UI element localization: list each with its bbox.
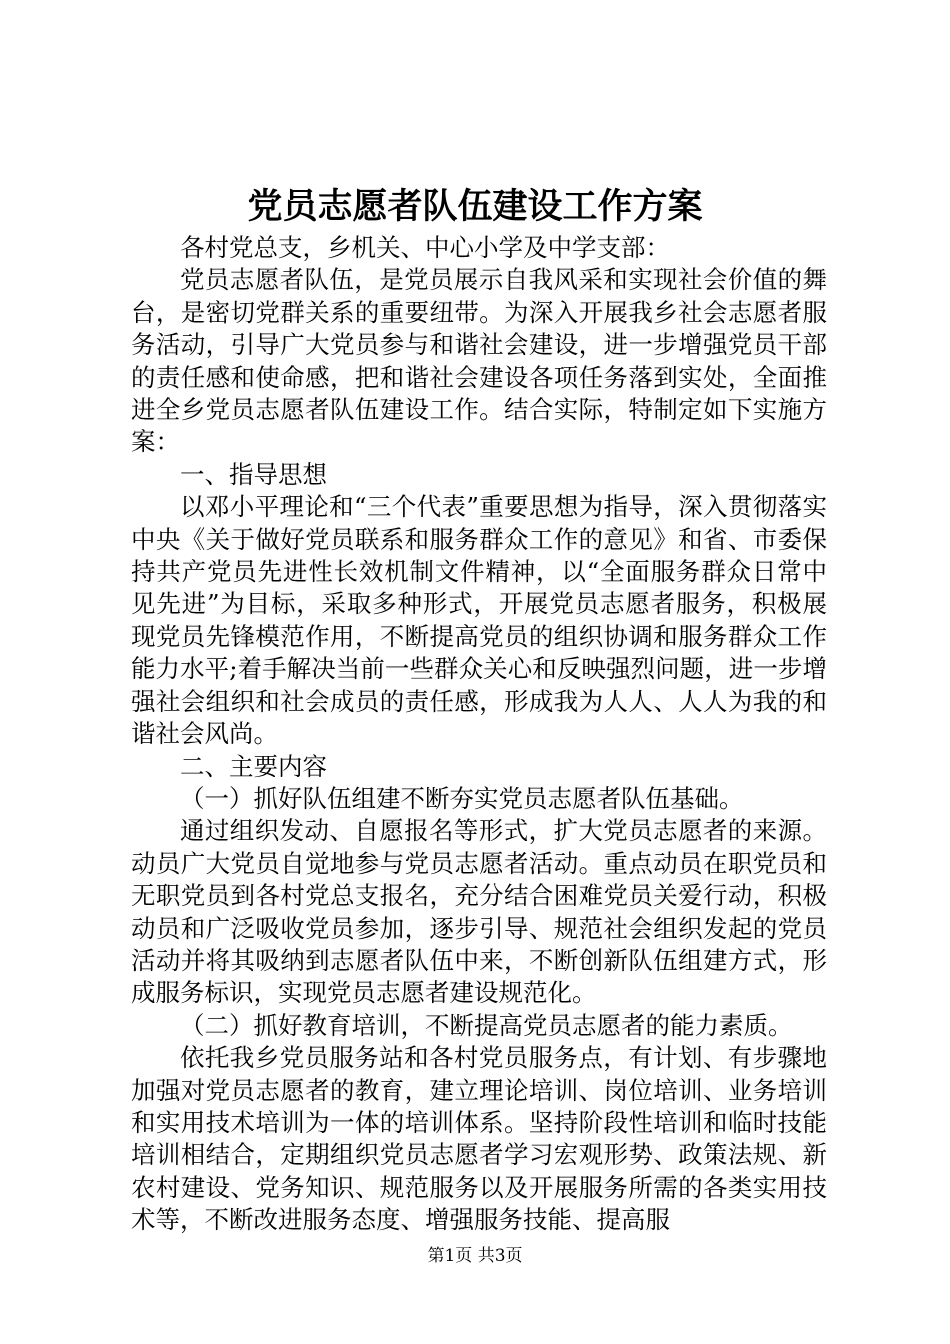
salutation-paragraph: 各村党总支，乡机关、中心小学及中学支部： (180, 233, 670, 262)
intro-paragraph: 党员志愿者队伍，是党员展示自我风采和实现社会价值的舞台，是密切党群关系的重要纽带。为深入开展我乡社会志愿者服务活动，引导广大党员参与和谐社会建设，进一步增强党员干部的责任感和使命感，把和谐社会建设各项任务落到实处，全面推进全乡党员志愿者队伍建设工作。结合实际，特制定如下实施方案： (131, 265, 827, 457)
document-body (131, 232, 827, 1237)
page-number-footer: 第1页 共3页 (427, 1246, 523, 1266)
subsection-heading-training: （二）抓好教育培训，不断提高党员志愿者的能力素质。 (180, 1010, 793, 1040)
subsection-heading-team-building: （一）抓好队伍组建不断夯实党员志愿者队伍基础。 (180, 783, 744, 813)
guiding-ideology-paragraph: 以邓小平理论和“三个代表”重要思想为指导，深入贯彻落实中央《关于做好党员联系和服务群众工作的意见》和省、市委保持共产党员先进性长效机制文件精神，以“全面服务群众日常中见先进”为目标，采取多种形式，开展党员志愿者服务，积极展现党员先锋模范作用，不断提高党员的组织协调和服务群众工作能力水平;着手解决当前一些群众关心和反映强烈问题，进一步增强社会组织和社会成员的责任感，形成我为人人、人人为我的和谐社会风尚。 (131, 492, 827, 749)
training-paragraph: 依托我乡党员服务站和各村党员服务点，有计划、有步骤地加强对党员志愿者的教育，建立理论培训、岗位培训、业务培训和实用技术培训为一体的培训体系。坚持阶段性培训和临时技能培训相结合，定期组织党员志愿者学习宏观形势、政策法规、新农村建设、党务知识、规范服务以及开展服务所需的各类实用技术等，不断改进服务态度、增强服务技能、提高服 (131, 1043, 827, 1235)
document-title: 党员志愿者队伍建设工作方案 (247, 186, 703, 227)
section-heading-guiding-ideology: 一、指导思想 (180, 459, 327, 489)
section-heading-main-content: 二、主要内容 (180, 751, 327, 781)
team-building-paragraph: 通过组织发动、自愿报名等形式，扩大党员志愿者的来源。动员广大党员自觉地参与党员志愿者活动。重点动员在职党员和无职党员到各村党总支报名，充分结合困难党员关爱行动，积极动员和广泛吸收党员参加，逐步引导、规范社会组织发起的党员活动并将其吸纳到志愿者队伍中来，不断创新队伍组建方式，形成服务标识，实现党员志愿者建设规范化。 (131, 816, 827, 1008)
